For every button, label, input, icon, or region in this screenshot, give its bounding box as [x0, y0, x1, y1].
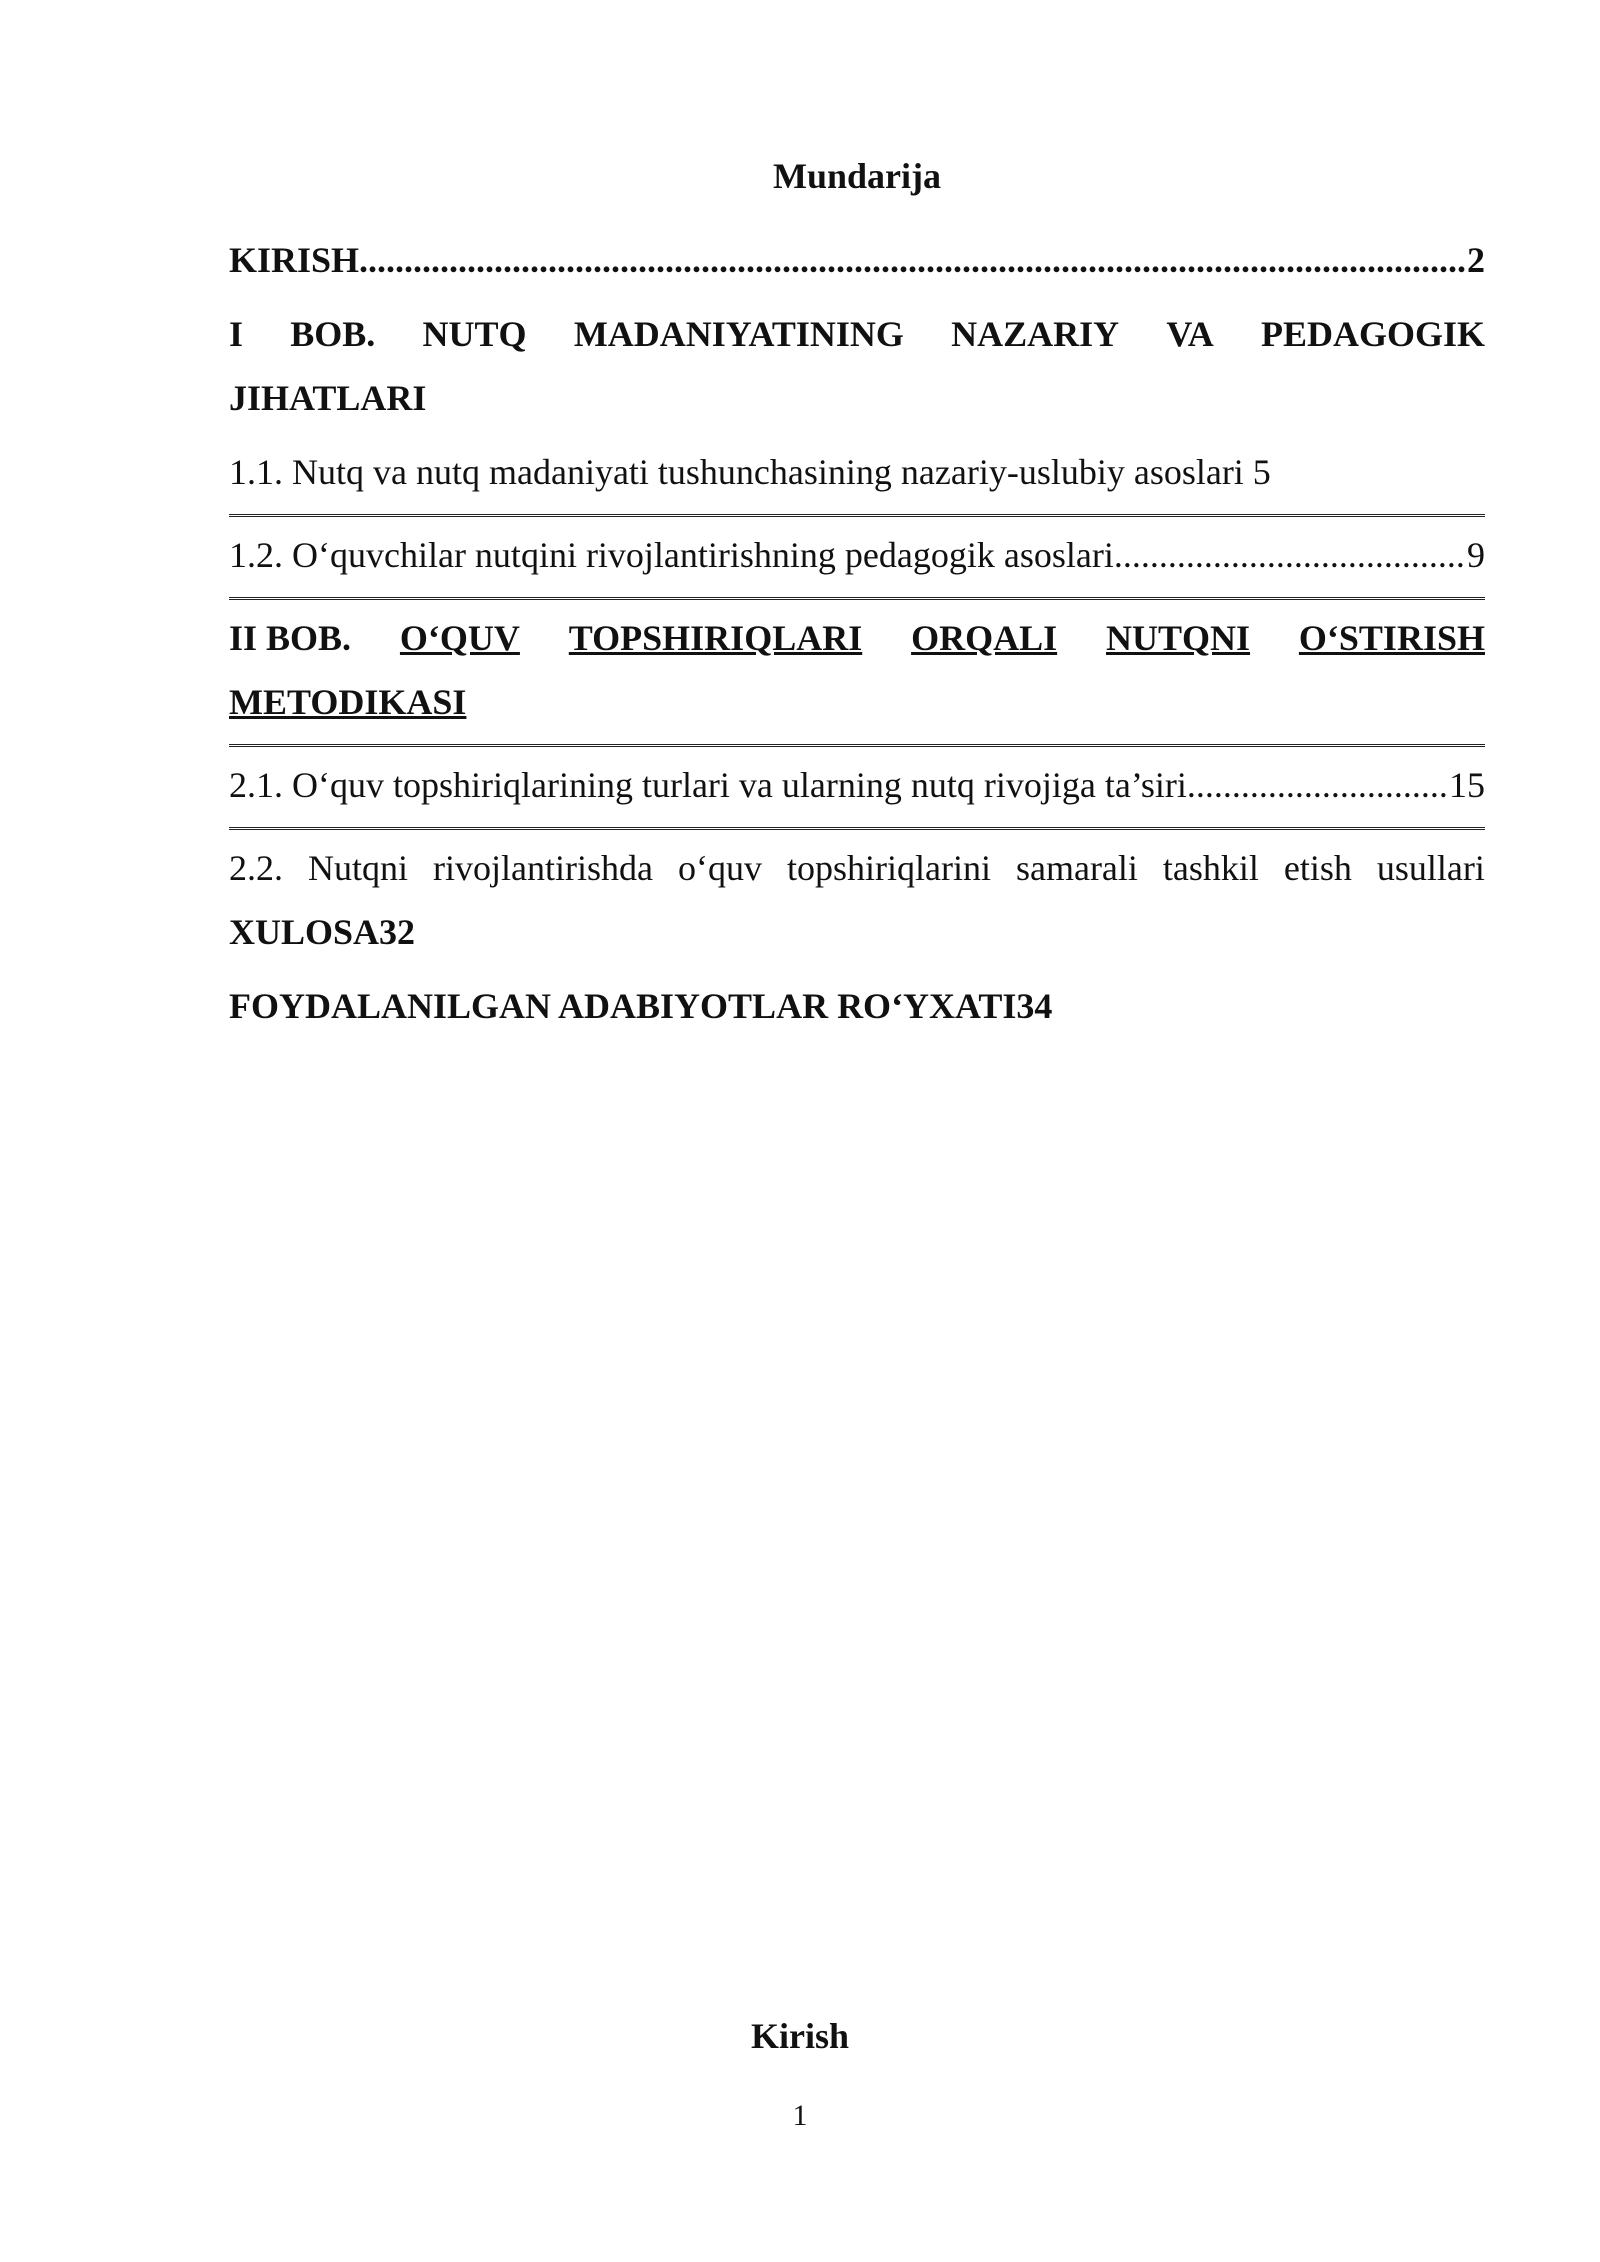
toc-chapter-2-line-1[interactable] [229, 606, 1485, 670]
toc-chapter-1-line-2[interactable]: JIHATLARI [229, 378, 427, 418]
chapter-word: MADANIYATINING [573, 314, 904, 354]
entry-word: etish [1283, 848, 1352, 888]
chapter-word: I [229, 314, 244, 354]
entry-word: Nutqni [308, 848, 409, 888]
chapter-word: TOPSHIRIQLARI [568, 618, 863, 658]
toc-chapter-1-line-1[interactable] [229, 302, 1485, 366]
chapter-word: BOB. [290, 314, 376, 354]
toc-entry-1-1[interactable]: 1.1. Nutq va nutq madaniyati tushunchasining nazariy-uslubiy asoslari 5 [229, 452, 1271, 492]
toc-entry-label: KIRISH [229, 240, 360, 280]
section-heading-kirish: Kirish [750, 2016, 849, 2056]
toc-entry-xulosa[interactable]: XULOSA32 [229, 912, 416, 952]
toc-entry-label: 1.2. O‘quvchilar nutqini rivojlantirishning pedagogik asoslari [229, 535, 1114, 575]
chapter-word: METODIKASI [229, 682, 467, 722]
chapter-word: O‘STIRISH [1298, 618, 1485, 658]
toc-title: Mundarija [772, 156, 941, 196]
entry-word: usullari [1376, 848, 1485, 888]
chapter-word: VA [1166, 314, 1214, 354]
double-rule [229, 744, 1485, 747]
double-rule [229, 514, 1485, 517]
toc-entry-kirish[interactable] [229, 228, 1485, 292]
toc-chapter-2-line-2[interactable] [229, 670, 1485, 734]
chapter-word: ORQALI [911, 618, 1058, 658]
toc-entry-2-1[interactable] [229, 753, 1485, 817]
chapter-word: NUTQNI [1106, 618, 1251, 658]
toc-entry-2-2[interactable] [229, 836, 1485, 900]
chapter-word: O‘QUV [399, 618, 520, 658]
dot-leader [1187, 753, 1449, 817]
toc-entry-page: 2 [1467, 240, 1485, 280]
entry-word: 2.2. [229, 848, 283, 888]
chapter-word: NUTQ [422, 314, 527, 354]
chapter-word: PEDAGOGIK [1260, 314, 1485, 354]
entry-word: o‘quv [677, 848, 762, 888]
entry-word: topshiriqlarini [786, 848, 991, 888]
table-of-contents [229, 150, 1485, 1038]
entry-word: rivojlantirishda [433, 848, 653, 888]
dot-leader [1114, 523, 1467, 587]
toc-entry-adabiyotlar[interactable]: FOYDALANILGAN ADABIYOTLAR RO‘YXATI34 [229, 986, 1053, 1026]
chapter-word: NAZARIY [951, 314, 1120, 354]
dot-leader [359, 228, 1467, 292]
toc-entry-label: 2.1. O‘quv topshiriqlarining turlari va ularning nutq rivojiga ta’siri [229, 765, 1187, 805]
toc-entry-page: 15 [1449, 765, 1485, 805]
chapter-prefix: II BOB. [229, 618, 352, 658]
entry-word: tashkil [1162, 848, 1259, 888]
toc-entry-1-2[interactable] [229, 523, 1485, 587]
entry-word: samarali [1015, 848, 1138, 888]
toc-entry-page: 9 [1467, 535, 1485, 575]
double-rule [229, 827, 1485, 830]
double-rule [229, 597, 1485, 600]
page-number: 1 [792, 2099, 808, 2132]
